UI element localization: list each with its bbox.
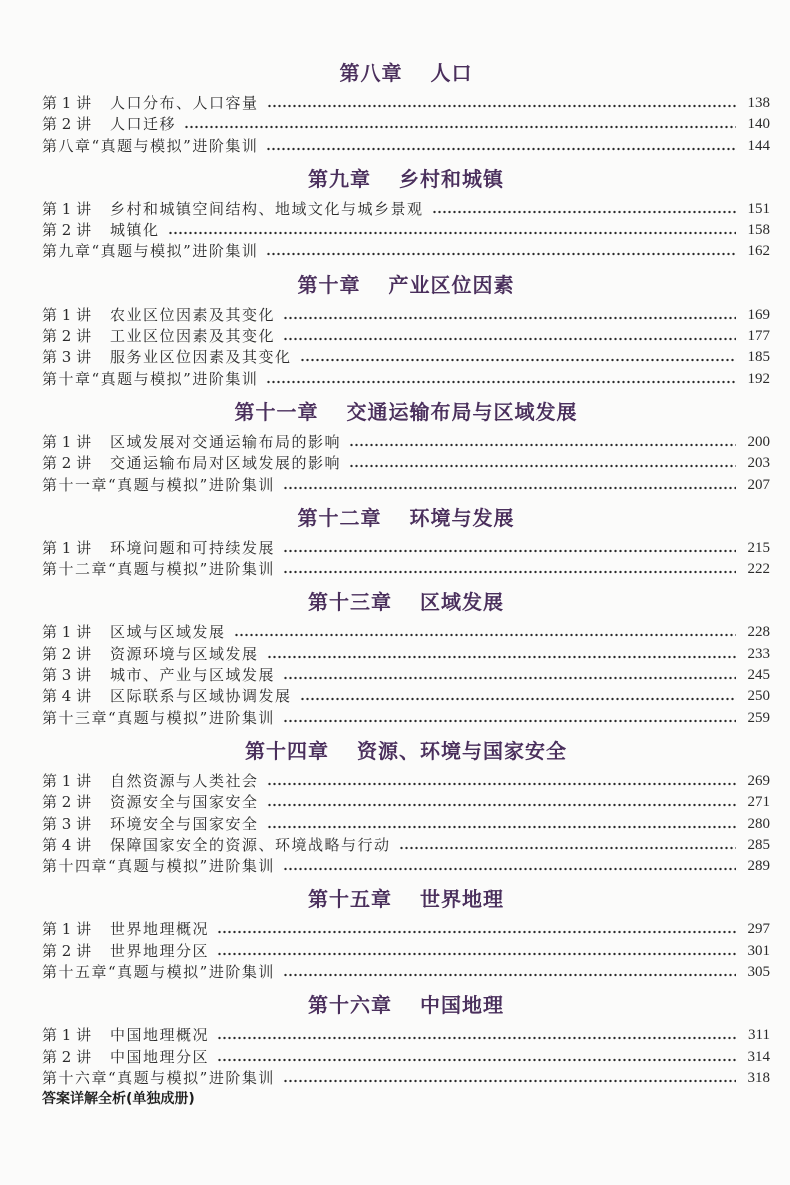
chapter-review-entry: [42, 559, 770, 580]
chapter-title: 乡村和城镇: [399, 166, 504, 191]
chapter-number: 第八章: [339, 61, 403, 85]
dot-leader: [283, 559, 736, 580]
lesson-label: 第 1 讲: [42, 771, 92, 790]
entry-title: 第十六章“真题与模拟”进阶集训: [42, 1068, 275, 1087]
dot-leader: [184, 114, 736, 135]
lesson-label: 第 1 讲: [42, 538, 92, 557]
lesson-label: 第 2 讲: [42, 793, 92, 812]
chapter-title: 人口: [430, 61, 473, 85]
page-number: 203: [747, 455, 770, 472]
page-number: 269: [747, 772, 770, 789]
lesson-label: 第 2 讲: [42, 115, 92, 134]
lesson-label: 第 3 讲: [42, 666, 92, 685]
page-number: 259: [747, 709, 770, 726]
page-number: 207: [747, 476, 770, 493]
chapter-review-entry: [42, 475, 770, 496]
entry-title: 工业区位因素及其变化: [110, 327, 276, 346]
dot-leader: [266, 136, 736, 157]
dot-leader: [267, 814, 736, 835]
page-number: 301: [747, 942, 770, 959]
chapter-title: 资源、环境与国家安全: [357, 738, 567, 763]
toc-entry: [42, 347, 770, 368]
page-number: 314: [747, 1048, 770, 1065]
dot-leader: [266, 369, 736, 390]
lesson-label: 第 3 讲: [42, 348, 92, 367]
entry-title: 区域与区域发展: [110, 623, 226, 642]
entry-title: 农业区位因素及其变化: [110, 305, 276, 324]
lesson-label: 第 1 讲: [42, 305, 92, 324]
entry-title: 环境问题和可持续发展: [110, 538, 276, 557]
chapter-number: 第十三章: [308, 590, 392, 615]
entry-title: 世界地理概况: [110, 920, 210, 939]
toc-entry: [42, 199, 770, 220]
entry-title: 乡村和城镇空间结构、地域文化与城乡景观: [110, 199, 424, 218]
dot-leader: [300, 347, 736, 368]
dot-leader: [283, 962, 736, 983]
dot-leader: [399, 835, 736, 856]
dot-leader: [432, 199, 736, 220]
toc-entry: [42, 305, 770, 326]
page-number: 169: [747, 306, 770, 323]
dot-leader: [283, 305, 736, 326]
entry-title: 城镇化: [110, 221, 160, 240]
toc-entry: [42, 814, 770, 835]
chapter-review-entry: [42, 962, 770, 983]
page-number: 222: [747, 561, 770, 578]
toc-entry: [42, 538, 770, 559]
dot-leader: [300, 686, 736, 707]
entry-title: 中国地理概况: [110, 1026, 210, 1045]
lesson-label: 第 1 讲: [42, 623, 92, 642]
page-number: 162: [747, 243, 770, 260]
lesson-label: 第 2 讲: [42, 221, 92, 240]
dot-leader: [234, 622, 736, 643]
lesson-label: 第 3 讲: [42, 814, 92, 833]
chapter-number: 第十章: [297, 272, 361, 297]
chapter-section: [42, 580, 770, 728]
toc-entry: [42, 93, 770, 114]
chapter-number: 第九章: [308, 166, 371, 191]
chapter-section: [42, 729, 770, 877]
entry-title: 保障国家安全的资源、环境战略与行动: [110, 835, 391, 854]
page-number: 144: [747, 137, 770, 154]
chapter-section: [42, 157, 770, 263]
toc-entry: [42, 622, 770, 643]
page-number: 271: [747, 794, 770, 811]
entry-title: 自然资源与人类社会: [110, 771, 259, 790]
dot-leader: [283, 856, 736, 877]
entry-title: 中国地理分区: [110, 1047, 210, 1066]
page-number: 305: [747, 964, 770, 981]
chapter-review-entry: [42, 1068, 770, 1089]
toc-entry: [42, 941, 770, 962]
dot-leader: [267, 644, 736, 665]
chapter-title: 世界地理: [420, 887, 504, 912]
chapter-title: 区域发展: [420, 590, 504, 615]
entry-title: 第九章“真题与模拟”进阶集训: [42, 242, 259, 261]
chapter-section: [42, 51, 770, 157]
page-number: 215: [747, 539, 770, 556]
dot-leader: [217, 1047, 736, 1068]
page-number: 245: [747, 667, 770, 684]
toc-entry: [42, 644, 770, 665]
page-number: 177: [747, 328, 770, 345]
dot-leader: [267, 771, 736, 792]
page-number: 289: [747, 858, 770, 875]
entry-title: 世界地理分区: [110, 941, 210, 960]
chapter-title: 交通运输布局与区域发展: [346, 399, 578, 424]
chapter-section: [42, 496, 770, 581]
lesson-label: 第 2 讲: [42, 941, 92, 960]
lesson-label: 第 4 讲: [42, 687, 92, 706]
dot-leader: [283, 538, 736, 559]
page-number: 138: [747, 95, 770, 111]
chapter-section: [42, 877, 770, 983]
chapter-heading: [42, 51, 770, 93]
page-number: 185: [747, 349, 770, 366]
entry-title: 区际联系与区域协调发展: [110, 687, 292, 706]
lesson-label: 第 1 讲: [42, 432, 92, 451]
chapter-review-entry: [42, 856, 770, 877]
page-number: 233: [747, 645, 770, 662]
page-number: 151: [747, 200, 770, 217]
entry-title: 人口分布、人口容量: [110, 94, 259, 112]
chapter-section: [42, 983, 770, 1089]
entry-title: 区域发展对交通运输布局的影响: [110, 432, 342, 451]
page-number: 200: [747, 433, 770, 450]
page-number: 297: [747, 921, 770, 938]
page-number: 140: [747, 116, 770, 133]
entry-title: 环境安全与国家安全: [110, 814, 259, 833]
page-number: 158: [747, 222, 770, 239]
chapter-heading: [42, 729, 770, 771]
lesson-label: 第 1 讲: [42, 920, 92, 939]
chapter-number: 第十四章: [245, 738, 329, 763]
page-number: 280: [747, 815, 770, 832]
chapter-heading: [42, 390, 770, 432]
toc-entry: [42, 665, 770, 686]
toc-entry: [42, 771, 770, 792]
entry-title: 资源环境与区域发展: [110, 644, 259, 663]
chapter-heading: [42, 157, 770, 199]
entry-title: 城市、产业与区域发展: [110, 666, 276, 685]
lesson-label: 第 2 讲: [42, 454, 92, 473]
dot-leader: [283, 708, 736, 729]
chapter-review-entry: [42, 708, 770, 729]
chapter-review-entry: [42, 241, 770, 262]
toc-entry: [42, 792, 770, 813]
entry-title: 第十四章“真题与模拟”进阶集训: [42, 857, 275, 876]
lesson-label: 第 4 讲: [42, 835, 92, 854]
toc-entry: [42, 919, 770, 940]
toc-entry: [42, 432, 770, 453]
chapter-section: [42, 390, 770, 496]
entry-title: 第十章“真题与模拟”进阶集训: [42, 369, 259, 388]
chapter-title: 产业区位因素: [388, 272, 515, 297]
chapter-number: 第十二章: [297, 505, 382, 530]
dot-leader: [349, 432, 736, 453]
toc-entry: [42, 114, 770, 135]
lesson-label: 第 2 讲: [42, 1047, 92, 1066]
dot-leader: [267, 792, 736, 813]
chapter-heading: [42, 496, 770, 538]
entry-title: 资源安全与国家安全: [110, 793, 259, 812]
entry-title: 第十二章“真题与模拟”进阶集训: [42, 560, 275, 579]
chapter-section: [42, 263, 770, 390]
dot-leader: [168, 220, 736, 241]
entry-title: 人口迁移: [110, 115, 177, 134]
chapter-number: 第十一章: [234, 399, 319, 424]
chapter-heading: [42, 580, 770, 622]
dot-leader: [217, 941, 736, 962]
chapter-title: 中国地理: [420, 993, 504, 1018]
page-number: 311: [748, 1027, 770, 1044]
dot-leader: [283, 1068, 736, 1089]
dot-leader: [283, 475, 736, 496]
toc-entry: [42, 453, 770, 474]
chapter-review-entry: [42, 136, 770, 157]
page-number: 228: [747, 624, 770, 641]
chapter-heading: [42, 877, 770, 919]
entry-title: 第十五章“真题与模拟”进阶集训: [42, 963, 275, 982]
dot-leader: [283, 326, 736, 347]
dot-leader: [349, 453, 736, 474]
page-number: 285: [747, 836, 770, 853]
entry-title: 第八章“真题与模拟”进阶集训: [42, 136, 259, 155]
chapter-number: 第十六章: [308, 993, 392, 1018]
toc-entry: [42, 1047, 770, 1068]
lesson-label: 第 1 讲: [42, 94, 92, 112]
answer-note: 答案详解全析(单独成册): [42, 1091, 195, 1108]
toc-entry: [42, 1025, 770, 1046]
chapter-review-entry: [42, 369, 770, 390]
toc-entry: [42, 835, 770, 856]
entry-title: 第十三章“真题与模拟”进阶集训: [42, 708, 275, 727]
lesson-label: 第 2 讲: [42, 327, 92, 346]
lesson-label: 第 1 讲: [42, 199, 92, 218]
toc-entry: [42, 220, 770, 241]
chapter-heading: [42, 263, 770, 305]
entry-title: 第十一章“真题与模拟”进阶集训: [42, 475, 275, 494]
lesson-label: 第 1 讲: [42, 1026, 92, 1045]
page-number: 250: [747, 688, 770, 705]
toc-entry: [42, 686, 770, 707]
chapter-number: 第十五章: [308, 887, 392, 912]
toc-entry: [42, 326, 770, 347]
page-number: 192: [747, 370, 770, 387]
dot-leader: [217, 1025, 736, 1046]
entry-title: 服务业区位因素及其变化: [110, 348, 292, 367]
chapter-heading: [42, 983, 770, 1025]
page-number: 318: [747, 1069, 770, 1086]
dot-leader: [217, 919, 736, 940]
dot-leader: [267, 93, 736, 114]
entry-title: 交通运输布局对区域发展的影响: [110, 454, 342, 473]
lesson-label: 第 2 讲: [42, 644, 92, 663]
chapter-title: 环境与发展: [409, 505, 515, 530]
dot-leader: [283, 665, 736, 686]
dot-leader: [266, 241, 736, 262]
